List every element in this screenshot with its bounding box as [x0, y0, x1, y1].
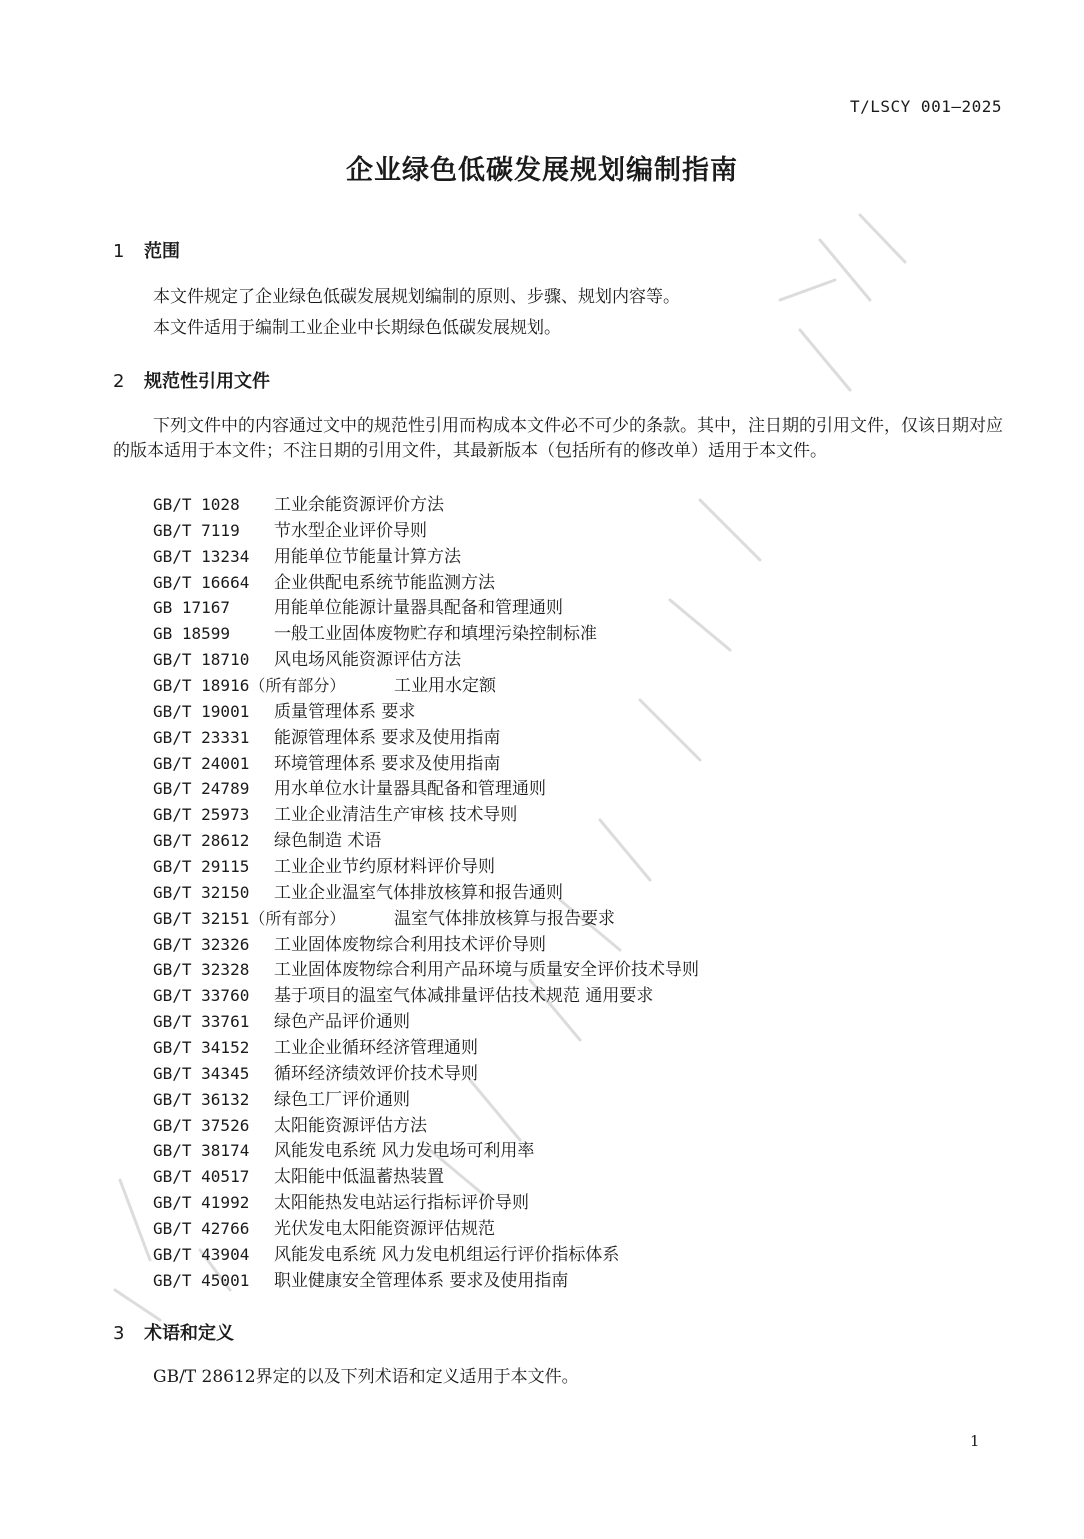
reference-list: [153, 492, 699, 1294]
reference-code: GB/T 24001: [153, 753, 250, 773]
reference-item: [153, 1009, 699, 1035]
reference-item: [153, 880, 699, 906]
reference-item: [153, 983, 699, 1009]
scope-paragraph-2: 本文件适用于编制工业企业中长期绿色低碳发展规划。: [153, 318, 561, 338]
reference-code: GB/T 32150: [153, 882, 250, 902]
reference-title: 工业用水定额: [394, 676, 496, 697]
reference-item: [153, 699, 699, 725]
reference-code: GB/T 32328: [153, 960, 250, 980]
reference-code: GB/T 29115: [153, 857, 250, 877]
reference-title: 环境管理体系 要求及使用指南: [274, 753, 501, 774]
reference-item: [153, 673, 699, 699]
section-title: 规范性引用文件: [144, 371, 270, 392]
section-number: 1: [113, 241, 125, 262]
scope-paragraph-1: 本文件规定了企业绿色低碳发展规划编制的原则、步骤、规划内容等。: [153, 287, 680, 307]
reference-title: 工业固体废物综合利用技术评价导则: [274, 934, 546, 955]
reference-item: [153, 957, 699, 983]
reference-code: GB/T 18710: [153, 650, 250, 670]
reference-item: [153, 1061, 699, 1087]
reference-code: GB/T 24789: [153, 779, 250, 799]
reference-title: 基于项目的温室气体减排量评估技术规范 通用要求: [274, 986, 654, 1007]
reference-code: GB/T 34345: [153, 1063, 250, 1083]
reference-code: GB/T 25973: [153, 805, 250, 825]
reference-title: 工业固体废物综合利用产品环境与质量安全评价技术导则: [274, 960, 699, 981]
reference-item: [153, 570, 699, 596]
reference-code: GB/T 7119: [153, 520, 240, 540]
page-title: 企业绿色低碳发展规划编制指南: [346, 155, 738, 186]
page-number: 1: [970, 1432, 980, 1450]
reference-code: GB/T 28612: [153, 831, 250, 851]
reference-item: [153, 492, 699, 518]
reference-item: [153, 1216, 699, 1242]
reference-code: GB/T 34152: [153, 1038, 250, 1058]
section-title: 范围: [144, 241, 180, 262]
reference-item: [153, 544, 699, 570]
reference-title: 用水单位水计量器具配备和管理通则: [274, 779, 546, 800]
reference-title: 光伏发电太阳能资源评估规范: [274, 1219, 495, 1240]
reference-title: 绿色产品评价通则: [274, 1012, 410, 1033]
reference-item: [153, 1268, 699, 1294]
reference-item: [153, 725, 699, 751]
reference-item: [153, 802, 699, 828]
reference-title: 一般工业固体废物贮存和填埋污染控制标准: [274, 624, 597, 645]
reference-code: GB/T 40517: [153, 1167, 250, 1187]
reference-title: 能源管理体系 要求及使用指南: [274, 727, 501, 748]
reference-item: [153, 518, 699, 544]
reference-code: GB/T 36132: [153, 1089, 250, 1109]
reference-title: 企业供配电系统节能监测方法: [274, 572, 495, 593]
section-number: 2: [113, 371, 125, 392]
section-heading-scope: [113, 237, 180, 263]
reference-title: 工业企业节约原材料评价导则: [274, 857, 495, 878]
reference-item: [153, 751, 699, 777]
reference-code: GB/T 23331: [153, 727, 250, 747]
reference-code: GB/T 16664: [153, 572, 250, 592]
reference-code: GB 18599: [153, 624, 231, 644]
section-heading-normative-references: [113, 367, 270, 393]
reference-title: 质量管理体系 要求: [274, 701, 416, 722]
reference-title: 用能单位能源计量器具配备和管理通则: [274, 598, 563, 619]
reference-title: 循环经济绩效评价技术导则: [274, 1063, 478, 1084]
reference-title: 工业企业清洁生产审核 技术导则: [274, 805, 518, 826]
reference-code: GB/T 19001: [153, 701, 250, 721]
reference-item: [153, 1190, 699, 1216]
reference-title: 节水型企业评价导则: [274, 520, 427, 541]
reference-item: [153, 1113, 699, 1139]
reference-code: GB/T 13234: [153, 546, 250, 566]
section-number: 3: [113, 1323, 125, 1344]
reference-code: GB/T 45001: [153, 1270, 250, 1290]
document-code: T/LSCY 001—2025: [850, 97, 1002, 116]
reference-code: GB/T 41992: [153, 1193, 250, 1213]
reference-title: 风能发电系统 风力发电场可利用率: [274, 1141, 535, 1162]
reference-item: [153, 828, 699, 854]
reference-title: 用能单位节能量计算方法: [274, 546, 461, 567]
reference-item: [153, 854, 699, 880]
section-heading-terms: [113, 1319, 234, 1345]
reference-item: [153, 1138, 699, 1164]
section-title: 术语和定义: [144, 1323, 234, 1344]
reference-title: 职业健康安全管理体系 要求及使用指南: [274, 1270, 569, 1291]
reference-title: 工业企业循环经济管理通则: [274, 1038, 478, 1059]
reference-code: GB/T 1028: [153, 495, 240, 514]
reference-code: GB/T 37526: [153, 1115, 250, 1135]
reference-title: 太阳能热发电站运行指标评价导则: [274, 1193, 529, 1214]
reference-item: [153, 647, 699, 673]
reference-code: GB/T 32326: [153, 934, 250, 954]
reference-code: GB/T 18916（所有部分）: [153, 676, 346, 696]
reference-item: [153, 776, 699, 802]
reference-title: 绿色制造 术语: [274, 831, 382, 852]
reference-code: GB/T 33760: [153, 986, 250, 1006]
reference-code: GB 17167: [153, 598, 231, 618]
reference-code: GB/T 38174: [153, 1141, 250, 1161]
reference-title: 太阳能资源评估方法: [274, 1115, 427, 1136]
reference-item: [153, 1035, 699, 1061]
reference-title: 风能发电系统 风力发电机组运行评价指标体系: [274, 1244, 620, 1265]
reference-item: [153, 621, 699, 647]
reference-code: GB/T 32151（所有部分）: [153, 908, 346, 928]
reference-title: 温室气体排放核算与报告要求: [394, 908, 615, 929]
reference-title: 工业企业温室气体排放核算和报告通则: [274, 882, 563, 903]
reference-code: GB/T 43904: [153, 1244, 250, 1264]
reference-code: GB/T 42766: [153, 1219, 250, 1239]
reference-item: [153, 906, 699, 932]
reference-title: 工业余能资源评价方法: [274, 495, 444, 515]
reference-title: 太阳能中低温蓄热装置: [274, 1167, 444, 1188]
reference-item: [153, 1087, 699, 1113]
references-intro-paragraph: 下列文件中的内容通过文中的规范性引用而构成本文件必不可少的条款。其中，注日期的引用文件，仅该日期对应的版本适用于本文件；不注日期的引用文件，其最新版本（包括所有的修改单）适用于本文件。: [113, 416, 1003, 461]
reference-code: GB/T 33761: [153, 1012, 250, 1032]
reference-item: [153, 1164, 699, 1190]
reference-item: [153, 595, 699, 621]
reference-title: 绿色工厂评价通则: [274, 1089, 410, 1110]
reference-title: 风电场风能资源评估方法: [274, 650, 461, 671]
reference-item: [153, 1242, 699, 1268]
reference-item: [153, 932, 699, 958]
terms-paragraph: GB/T 28612界定的以及下列术语和定义适用于本文件。: [153, 1367, 579, 1387]
